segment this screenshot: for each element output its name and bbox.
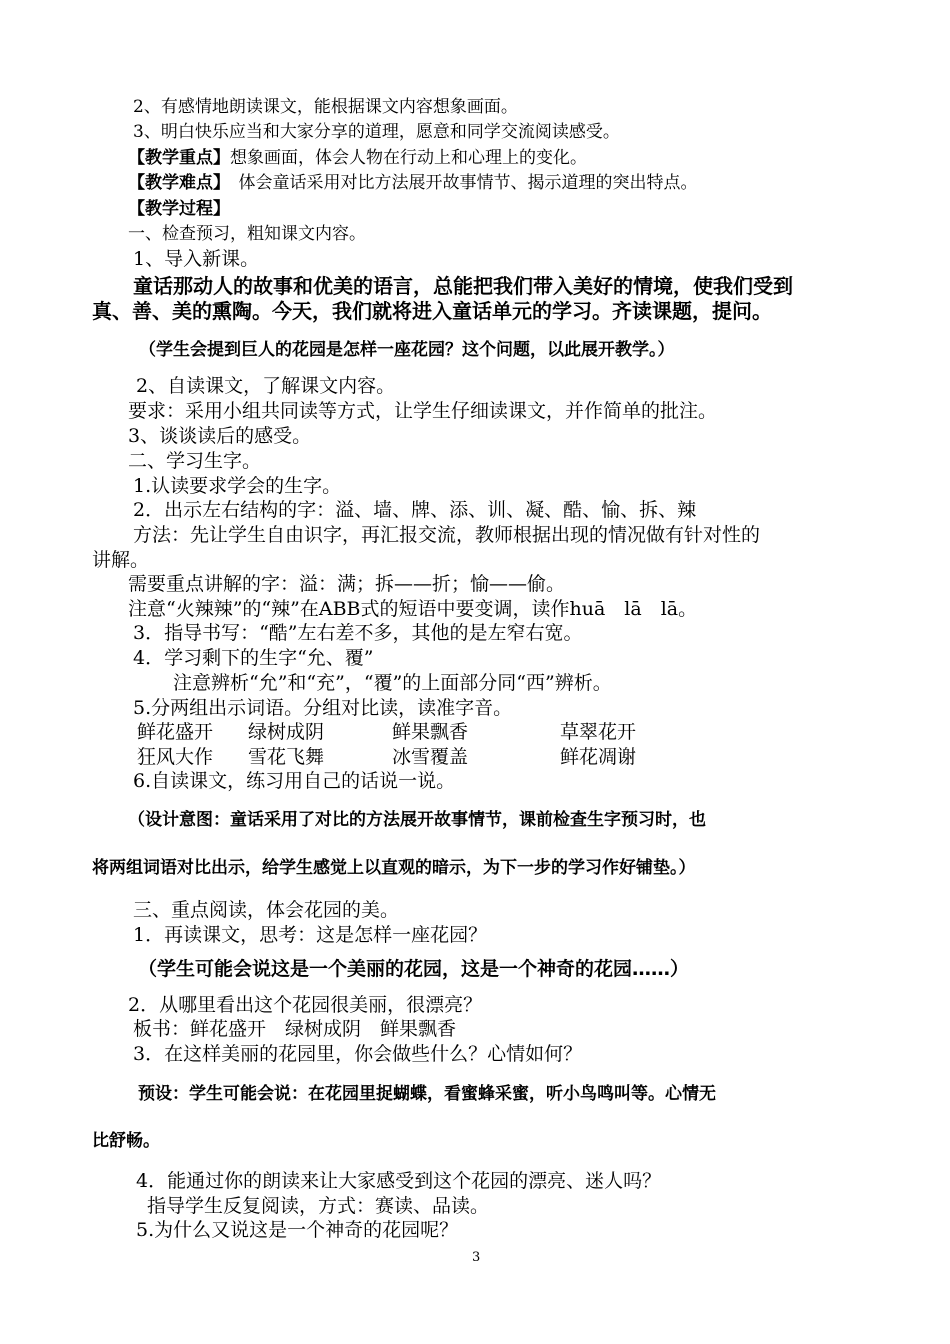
preset-line-1: 预设：学生可能会说：在花园里捉蝴蝶，看蜜蜂采蜜，听小鸟鸣叫等。心情无 [138,1084,716,1104]
word: 狂风大作 [137,746,214,768]
chars-item-4-note: 注意辨析“允”和“充”，“覆”的上面部分同“西”辨析。 [173,672,612,694]
chars-item-1: 1.认读要求学会的生字。 [133,475,342,497]
design-intent-line-2: 将两组词语对比出示，给学生感觉上以直观的暗示，为下一步的学习作好铺垫。） [92,858,696,878]
word: 鲜花盛开 [137,721,214,743]
intro-heading: 1、导入新课。 [133,248,260,270]
teaching-process-label: 【教学过程】 [128,199,230,219]
chars-item-3: 3．指导书写：“酷”左右差不多，其他的是左窄右宽。 [133,622,583,644]
page-number: 3 [472,1250,481,1265]
teaching-focus-text: 想象画面，体会人物在行动上和心理上的变化。 [230,148,587,168]
question-1: 1．再读课文，思考：这是怎样一座花园？ [133,924,488,946]
objective-2: 2、有感情地朗读课文，能根据课文内容想象画面。 [133,97,518,117]
teaching-difficulty-text: 体会童话采用对比方法展开故事情节、揭示道理的突出特点。 [221,173,698,193]
talk-heading: 3、谈谈读后的感受。 [128,425,312,447]
word: 冰雪覆盖 [392,746,469,768]
section-1-heading: 一、检查预习，粗知课文内容。 [128,224,366,244]
section-2-heading: 二、学习生字。 [128,450,262,472]
word: 绿树成阴 [248,721,325,743]
teaching-focus [128,150,587,167]
objective-3: 3、明白快乐应当和大家分享的道理，愿意和同学交流阅读感受。 [133,122,620,142]
design-intent-line-1: （设计意图：童话采用了对比的方法展开故事情节，课前检查生字预习时，也 [128,810,706,830]
question-3: 3．在这样美丽的花园里，你会做些什么？心情如何？ [133,1043,583,1065]
chars-item-5: 5.分两组出示词语。分组对比读，读准字音。 [133,697,513,719]
chars-item-6: 6.自读课文，练习用自己的话说一说。 [133,770,456,792]
reading-guide: 指导学生反复阅读，方式：赛读、品读。 [147,1195,490,1217]
word: 雪花飞舞 [248,746,325,768]
question-4: 4．能通过你的朗读来让大家感受到这个花园的漂亮、迷人吗？ [136,1170,662,1192]
chars-item-4: 4．学习剩下的生字“允、覆” [133,647,374,669]
teaching-focus-label: 【教学重点】 [128,148,230,168]
question-2: 2．从哪里看出这个花园很美丽，很漂亮？ [128,994,483,1016]
word: 草翠花开 [560,721,637,743]
read-requirement: 要求：采用小组共同读等方式，让学生仔细读课文，并作简单的批注。 [128,400,718,422]
intro-line-2: 真、善、美的熏陶。今天，我们就将进入童话单元的学习。齐读课题，提问。 [92,299,772,323]
key-characters: 需要重点讲解的字：溢：满；拆——折；愉——偷。 [128,573,566,595]
student-answer: （学生可能会说这是一个美丽的花园，这是一个神奇的花园……） [138,958,690,980]
teaching-difficulty [128,175,698,192]
question-5: 5.为什么又说这是一个神奇的花园呢？ [136,1219,459,1241]
section-3-heading: 三、重点阅读，体会花园的美。 [133,899,400,921]
board-writing: 板书：鲜花盛开 绿树成阴 鲜果飘香 [133,1018,457,1040]
tone-note: 注意“火辣辣”的“辣”在ABB式的短语中要变调，读作huā lā lā。 [128,598,698,620]
method-line-2: 讲解。 [92,549,150,571]
word: 鲜果飘香 [392,721,469,743]
preset-line-2: 比舒畅。 [92,1131,160,1151]
teaching-difficulty-label: 【教学难点】 [128,173,222,193]
read-heading: 2、自读课文，了解课文内容。 [136,375,396,397]
word: 鲜花凋谢 [560,746,637,768]
intro-note: （学生会提到巨人的花园是怎样一座花园？这个问题，以此展开教学。） [139,340,675,360]
chars-item-2: 2．出示左右结构的字：溢、墙、牌、添、训、凝、酷、愉、拆、辣 [133,499,697,521]
intro-line-1: 童话那动人的故事和优美的语言，总能把我们带入美好的情境，使我们受到 [133,274,793,298]
method-line-1: 方法：先让学生自由识字，再汇报交流，教师根据出现的情况做有针对性的 [133,524,761,546]
